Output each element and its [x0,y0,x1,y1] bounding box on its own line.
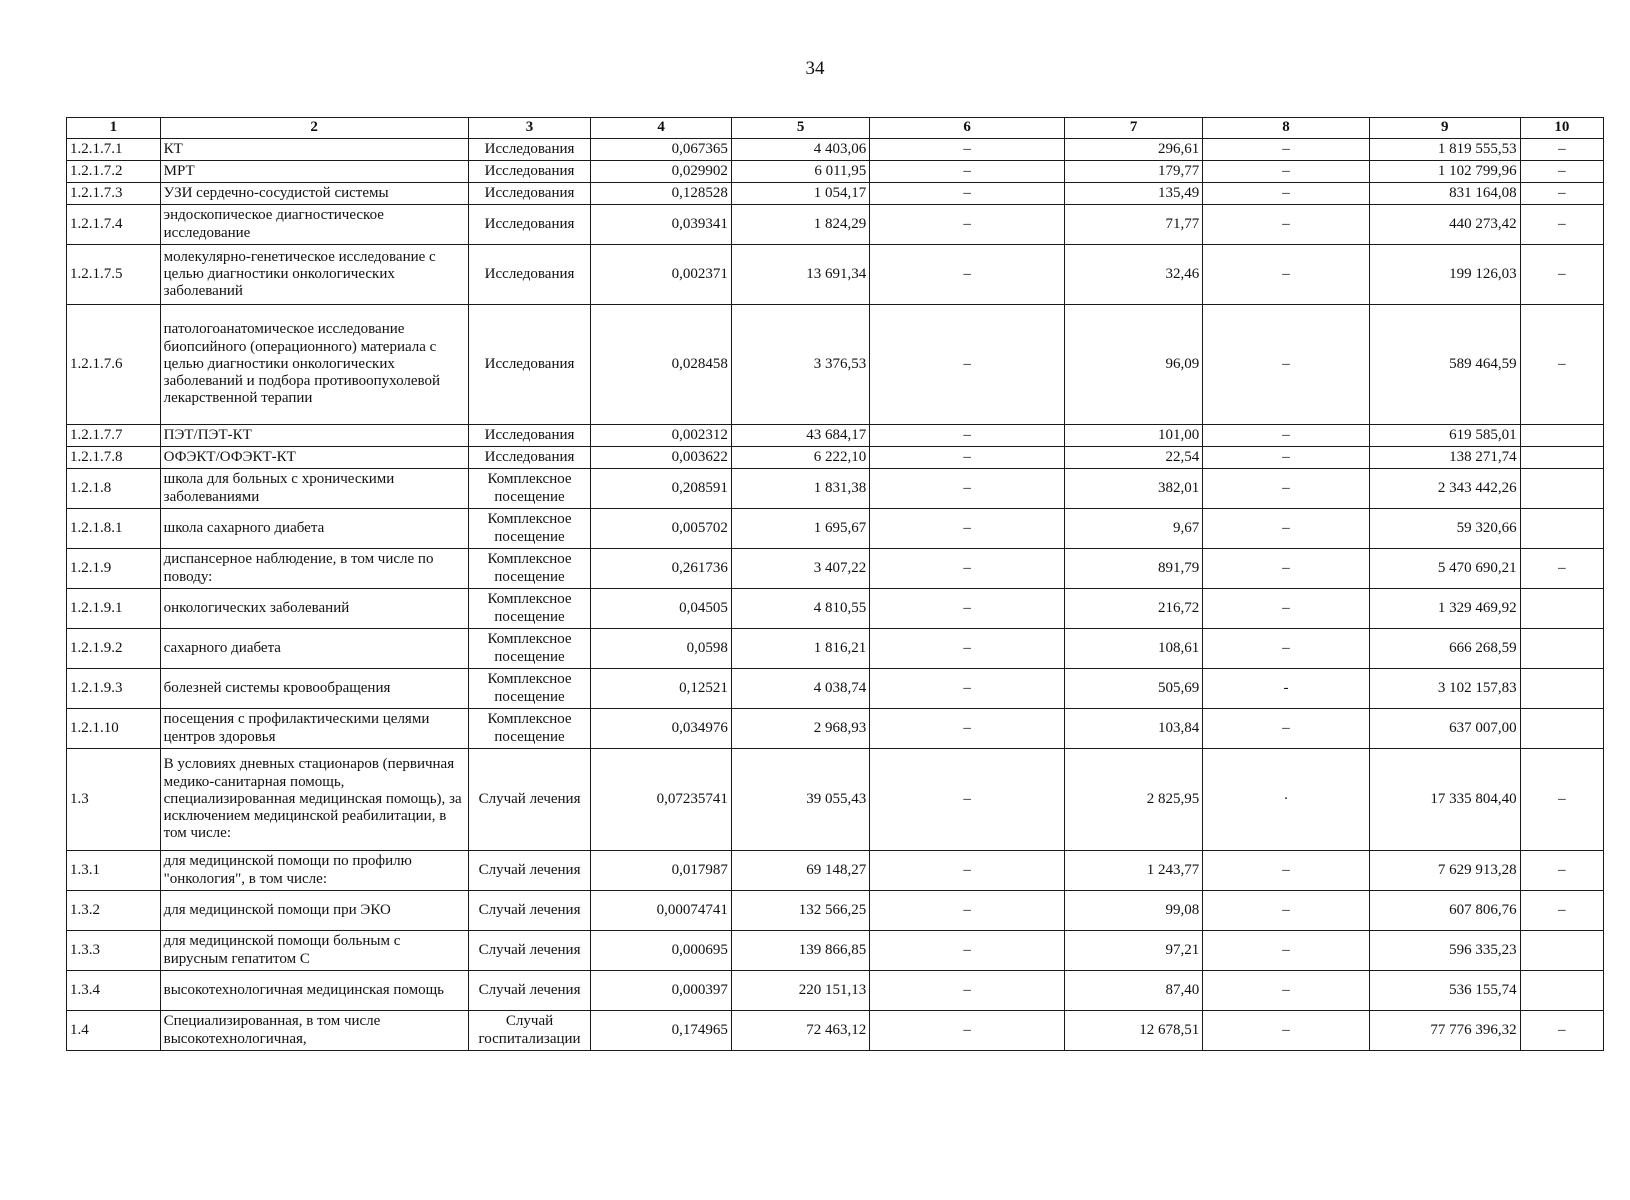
row-col6-cell: – [870,891,1065,931]
row-name-cell: высокотехнологичная медицинская помощь [160,971,468,1011]
row-col7-cell: 9,67 [1064,509,1202,549]
row-col10-cell: – [1520,749,1603,851]
row-col9-cell: 2 343 442,26 [1369,469,1520,509]
column-header: 10 [1520,118,1603,139]
row-col9-cell: 1 329 469,92 [1369,589,1520,629]
row-unit-cell: Исследования [468,305,591,425]
row-code-cell: 1.2.1.10 [67,709,161,749]
row-col6-cell: – [870,589,1065,629]
row-col10-cell [1520,971,1603,1011]
row-col7-cell: 216,72 [1064,589,1202,629]
row-code-cell: 1.3.3 [67,931,161,971]
row-name-cell: болезней системы кровообращения [160,669,468,709]
row-col9-cell: 59 320,66 [1369,509,1520,549]
row-col6-cell: – [870,749,1065,851]
row-col5-cell: 39 055,43 [731,749,869,851]
row-col7-cell: 12 678,51 [1064,1011,1202,1051]
row-col6-cell: – [870,447,1065,469]
row-col4-cell: 0,002371 [591,245,731,305]
row-unit-cell: Исследования [468,205,591,245]
row-unit-cell: Исследования [468,139,591,161]
row-col8-cell: – [1203,139,1369,161]
row-name-cell: молекулярно-генетическое исследование с целью диагностики онкологических заболеваний [160,245,468,305]
row-col10-cell: – [1520,245,1603,305]
row-col5-cell: 43 684,17 [731,425,869,447]
row-col4-cell: 0,039341 [591,205,731,245]
row-name-cell: ОФЭКТ/ОФЭКТ-КТ [160,447,468,469]
row-name-cell: КТ [160,139,468,161]
table-row [67,245,1604,305]
row-code-cell: 1.2.1.9.2 [67,629,161,669]
row-col4-cell: 0,017987 [591,851,731,891]
row-col10-cell [1520,709,1603,749]
row-name-cell: УЗИ сердечно-сосудистой системы [160,183,468,205]
table-row [67,931,1604,971]
row-col7-cell: 296,61 [1064,139,1202,161]
row-col8-cell: – [1203,245,1369,305]
row-col4-cell: 0,07235741 [591,749,731,851]
row-code-cell: 1.2.1.9.1 [67,589,161,629]
row-col7-cell: 71,77 [1064,205,1202,245]
row-unit-cell: Комплексное посещение [468,709,591,749]
row-col7-cell: 22,54 [1064,447,1202,469]
row-col10-cell [1520,447,1603,469]
table-row [67,749,1604,851]
row-col8-cell: – [1203,183,1369,205]
page-number: 34 [805,58,825,79]
row-col5-cell: 1 824,29 [731,205,869,245]
row-code-cell: 1.2.1.7.2 [67,161,161,183]
row-col7-cell: 135,49 [1064,183,1202,205]
row-col8-cell: · [1203,749,1369,851]
row-col6-cell: – [870,549,1065,589]
row-col8-cell: – [1203,509,1369,549]
table-row [67,161,1604,183]
row-col7-cell: 96,09 [1064,305,1202,425]
row-col4-cell: 0,000397 [591,971,731,1011]
table-row [67,709,1604,749]
row-col5-cell: 132 566,25 [731,891,869,931]
row-col9-cell: 831 164,08 [1369,183,1520,205]
row-col7-cell: 32,46 [1064,245,1202,305]
row-col4-cell: 0,002312 [591,425,731,447]
table-row [67,1011,1604,1051]
table-row [67,425,1604,447]
row-name-cell: сахарного диабета [160,629,468,669]
row-col8-cell: – [1203,1011,1369,1051]
row-col8-cell: – [1203,549,1369,589]
row-unit-cell: Исследования [468,161,591,183]
table-row [67,305,1604,425]
row-col7-cell: 1 243,77 [1064,851,1202,891]
row-unit-cell: Комплексное посещение [468,469,591,509]
row-col5-cell: 1 831,38 [731,469,869,509]
row-col9-cell: 619 585,01 [1369,425,1520,447]
row-col5-cell: 1 695,67 [731,509,869,549]
row-col5-cell: 13 691,34 [731,245,869,305]
table-row [67,469,1604,509]
row-col5-cell: 69 148,27 [731,851,869,891]
row-col8-cell: – [1203,447,1369,469]
row-name-cell: диспансерное наблюдение, в том числе по поводу: [160,549,468,589]
row-col6-cell: – [870,139,1065,161]
row-name-cell: школа сахарного диабета [160,509,468,549]
row-col5-cell: 4 038,74 [731,669,869,709]
row-col9-cell: 1 102 799,96 [1369,161,1520,183]
row-col9-cell: 637 007,00 [1369,709,1520,749]
row-unit-cell: Случай лечения [468,891,591,931]
row-col7-cell: 99,08 [1064,891,1202,931]
row-col6-cell: – [870,161,1065,183]
row-col8-cell: – [1203,205,1369,245]
row-name-cell: для медицинской помощи по профилю "онкология", в том числе: [160,851,468,891]
row-col4-cell: 0,12521 [591,669,731,709]
row-col4-cell: 0,034976 [591,709,731,749]
row-code-cell: 1.2.1.8.1 [67,509,161,549]
row-col4-cell: 0,005702 [591,509,731,549]
row-code-cell: 1.3 [67,749,161,851]
table-row [67,447,1604,469]
row-unit-cell: Исследования [468,183,591,205]
row-col8-cell: - [1203,669,1369,709]
row-code-cell: 1.2.1.7.6 [67,305,161,425]
row-col10-cell [1520,469,1603,509]
row-col9-cell: 607 806,76 [1369,891,1520,931]
row-col4-cell: 0,067365 [591,139,731,161]
row-col6-cell: – [870,509,1065,549]
row-col10-cell: – [1520,305,1603,425]
row-unit-cell: Случай лечения [468,931,591,971]
column-header: 8 [1203,118,1369,139]
row-col8-cell: – [1203,161,1369,183]
row-col5-cell: 1 054,17 [731,183,869,205]
row-name-cell: ПЭТ/ПЭТ-КТ [160,425,468,447]
row-col6-cell: – [870,469,1065,509]
column-header: 7 [1064,118,1202,139]
row-col6-cell: – [870,709,1065,749]
table-row [67,851,1604,891]
row-name-cell: В условиях дневных стационаров (первичная медико-санитарная помощь, специализированная медицинская помощь), за исключением медицинской реабилитации, в том числе: [160,749,468,851]
column-header: 1 [67,118,161,139]
row-col5-cell: 6 222,10 [731,447,869,469]
row-col6-cell: – [870,629,1065,669]
row-col9-cell: 596 335,23 [1369,931,1520,971]
row-col6-cell: – [870,971,1065,1011]
row-col10-cell [1520,629,1603,669]
row-name-cell: для медицинской помощи при ЭКО [160,891,468,931]
row-col4-cell: 0,00074741 [591,891,731,931]
table-row [67,549,1604,589]
row-code-cell: 1.2.1.7.5 [67,245,161,305]
table-header-row [67,118,1604,139]
row-code-cell: 1.3.2 [67,891,161,931]
row-col10-cell: – [1520,851,1603,891]
table-row [67,139,1604,161]
row-col10-cell: – [1520,891,1603,931]
row-code-cell: 1.2.1.9 [67,549,161,589]
row-col4-cell: 0,261736 [591,549,731,589]
row-col9-cell: 440 273,42 [1369,205,1520,245]
row-col7-cell: 505,69 [1064,669,1202,709]
row-col4-cell: 0,003622 [591,447,731,469]
row-name-cell: школа для больных с хроническими заболеваниями [160,469,468,509]
row-code-cell: 1.3.4 [67,971,161,1011]
row-col8-cell: – [1203,305,1369,425]
row-name-cell: онкологических заболеваний [160,589,468,629]
row-col5-cell: 3 376,53 [731,305,869,425]
row-col7-cell: 108,61 [1064,629,1202,669]
column-header: 3 [468,118,591,139]
row-col6-cell: – [870,205,1065,245]
row-col5-cell: 72 463,12 [731,1011,869,1051]
row-col4-cell: 0,128528 [591,183,731,205]
row-col4-cell: 0,000695 [591,931,731,971]
row-col8-cell: – [1203,469,1369,509]
row-unit-cell: Исследования [468,425,591,447]
row-col5-cell: 4 403,06 [731,139,869,161]
row-col5-cell: 4 810,55 [731,589,869,629]
row-col7-cell: 101,00 [1064,425,1202,447]
row-unit-cell: Исследования [468,447,591,469]
row-code-cell: 1.2.1.9.3 [67,669,161,709]
row-col4-cell: 0,04505 [591,589,731,629]
row-col8-cell: – [1203,629,1369,669]
row-col5-cell: 1 816,21 [731,629,869,669]
row-col10-cell [1520,931,1603,971]
row-col7-cell: 382,01 [1064,469,1202,509]
column-header: 4 [591,118,731,139]
row-col5-cell: 6 011,95 [731,161,869,183]
row-col7-cell: 2 825,95 [1064,749,1202,851]
table-row [67,891,1604,931]
row-col7-cell: 97,21 [1064,931,1202,971]
row-col10-cell: – [1520,161,1603,183]
row-name-cell: Специализированная, в том числе высокотехнологичная, [160,1011,468,1051]
row-col5-cell: 2 968,93 [731,709,869,749]
row-code-cell: 1.4 [67,1011,161,1051]
row-col8-cell: – [1203,891,1369,931]
row-col5-cell: 139 866,85 [731,931,869,971]
row-col9-cell: 5 470 690,21 [1369,549,1520,589]
column-header: 2 [160,118,468,139]
row-col7-cell: 103,84 [1064,709,1202,749]
row-unit-cell: Случай госпитализации [468,1011,591,1051]
row-col9-cell: 666 268,59 [1369,629,1520,669]
table-row [67,629,1604,669]
row-name-cell: для медицинской помощи больным с вирусным гепатитом С [160,931,468,971]
row-unit-cell: Случай лечения [468,749,591,851]
row-col7-cell: 87,40 [1064,971,1202,1011]
row-col9-cell: 536 155,74 [1369,971,1520,1011]
row-col8-cell: – [1203,971,1369,1011]
row-col8-cell: – [1203,931,1369,971]
row-col6-cell: – [870,851,1065,891]
row-unit-cell: Исследования [468,245,591,305]
row-col6-cell: – [870,245,1065,305]
row-col8-cell: – [1203,425,1369,447]
row-col10-cell: – [1520,139,1603,161]
row-code-cell: 1.2.1.7.1 [67,139,161,161]
row-col9-cell: 1 819 555,53 [1369,139,1520,161]
row-unit-cell: Случай лечения [468,971,591,1011]
row-col4-cell: 0,0598 [591,629,731,669]
row-col5-cell: 3 407,22 [731,549,869,589]
row-col9-cell: 77 776 396,32 [1369,1011,1520,1051]
row-col5-cell: 220 151,13 [731,971,869,1011]
row-code-cell: 1.2.1.7.8 [67,447,161,469]
row-unit-cell: Комплексное посещение [468,669,591,709]
row-col9-cell: 7 629 913,28 [1369,851,1520,891]
row-col10-cell [1520,669,1603,709]
row-col4-cell: 0,029902 [591,161,731,183]
row-col9-cell: 17 335 804,40 [1369,749,1520,851]
row-col8-cell: – [1203,851,1369,891]
row-col6-cell: – [870,183,1065,205]
table-row [67,669,1604,709]
row-col6-cell: – [870,305,1065,425]
row-col10-cell: – [1520,1011,1603,1051]
column-header: 9 [1369,118,1520,139]
row-col7-cell: 891,79 [1064,549,1202,589]
row-col10-cell [1520,509,1603,549]
row-col9-cell: 3 102 157,83 [1369,669,1520,709]
row-name-cell: эндоскопическое диагностическое исследование [160,205,468,245]
row-code-cell: 1.2.1.8 [67,469,161,509]
row-col6-cell: – [870,1011,1065,1051]
table-row [67,589,1604,629]
row-code-cell: 1.2.1.7.7 [67,425,161,447]
row-col9-cell: 589 464,59 [1369,305,1520,425]
row-col10-cell [1520,589,1603,629]
row-col8-cell: – [1203,589,1369,629]
row-col10-cell: – [1520,183,1603,205]
data-table [66,117,1604,1051]
row-unit-cell: Комплексное посещение [468,589,591,629]
row-col9-cell: 138 271,74 [1369,447,1520,469]
row-unit-cell: Случай лечения [468,851,591,891]
row-col8-cell: – [1203,709,1369,749]
table-row [67,205,1604,245]
row-col6-cell: – [870,931,1065,971]
row-col4-cell: 0,208591 [591,469,731,509]
column-header: 5 [731,118,869,139]
row-code-cell: 1.2.1.7.4 [67,205,161,245]
row-name-cell: патологоанатомическое исследование биопсийного (операционного) материала с целью диагностики онкологических заболеваний и подбора противоопухолевой лекарственной терапии [160,305,468,425]
row-col10-cell: – [1520,549,1603,589]
row-name-cell: посещения с профилактическими целями центров здоровья [160,709,468,749]
row-col10-cell [1520,425,1603,447]
row-col6-cell: – [870,425,1065,447]
row-unit-cell: Комплексное посещение [468,629,591,669]
row-col9-cell: 199 126,03 [1369,245,1520,305]
row-col6-cell: – [870,669,1065,709]
column-header: 6 [870,118,1065,139]
row-code-cell: 1.2.1.7.3 [67,183,161,205]
row-name-cell: МРТ [160,161,468,183]
row-code-cell: 1.3.1 [67,851,161,891]
row-col10-cell: – [1520,205,1603,245]
row-col4-cell: 0,028458 [591,305,731,425]
row-unit-cell: Комплексное посещение [468,549,591,589]
row-col4-cell: 0,174965 [591,1011,731,1051]
row-unit-cell: Комплексное посещение [468,509,591,549]
table-row [67,183,1604,205]
row-col7-cell: 179,77 [1064,161,1202,183]
table-row [67,971,1604,1011]
table-row [67,509,1604,549]
